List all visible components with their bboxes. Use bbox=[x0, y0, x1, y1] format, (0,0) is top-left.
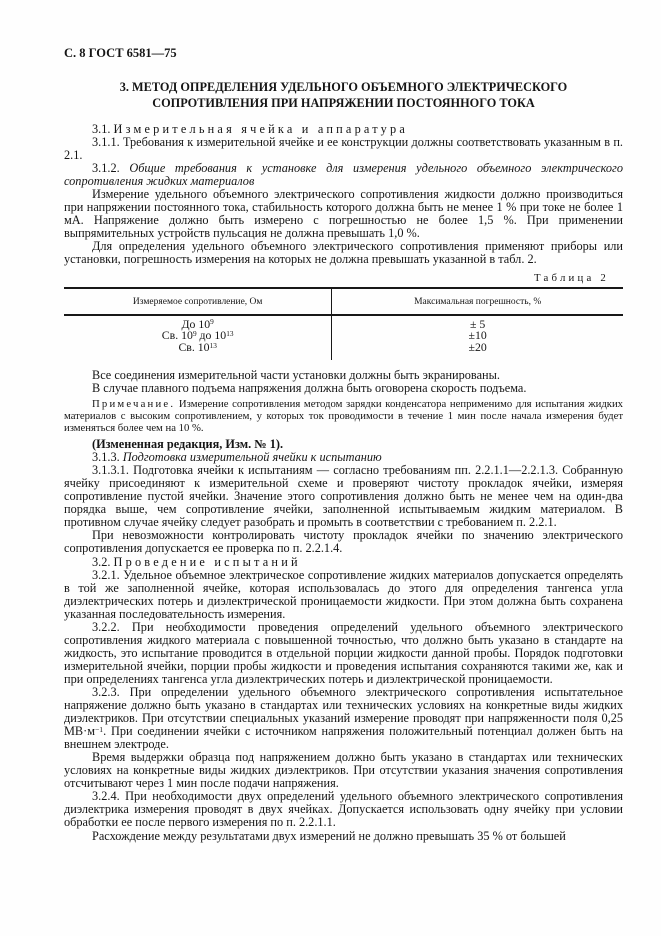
doc-title bbox=[64, 79, 623, 111]
table-cell: Св. $10^9$ до $10^{13}$ bbox=[161, 328, 234, 343]
table-2-body bbox=[64, 316, 623, 361]
page-header: С. 8 ГОСТ 6581—75 bbox=[64, 46, 177, 60]
paragraph-gasket-check: При невозможности контролировать чистоту прокладок ячейки по значению электрического сопротивления допускается ее проверка по п. 2.2.1.4. bbox=[64, 528, 623, 556]
table-2-header-row bbox=[64, 289, 623, 316]
note-label: Примечание. bbox=[92, 398, 176, 411]
paragraph-divergence: Расхождение между результатами двух измерений не должно превышать 35 % от большей bbox=[92, 828, 566, 843]
table-cell: Св. $10^{13}$ bbox=[178, 339, 217, 354]
paragraph-3-2-2: 3.2.2. При необходимости проведения определений удельного объемного электрического сопротивления жидкого материала с повышенной точностью, что должно быть указано в стандарте на жидкость, это испытание проводится в отдельной порции жидкости данной пробы. Порядок подготовки измерительной ячейки, порции пробы жидкости и проведения испытания сохраняются такими же, как и при определениях тангенса угла диэлектрических потерь и диэлектрической проницаемости. bbox=[64, 619, 623, 686]
section-title-text: Измерительная ячейка и аппаратура bbox=[113, 122, 409, 136]
paragraph-smooth-rise: В случае плавного подъема напряжения должна быть оговорена скорость подъема. bbox=[92, 381, 527, 396]
note-text: Измерение сопротивления методом зарядки конденсатора неприменимо для испытания жидких материалов с высоким сопротивлением, у которых ток проводимости в течение 1 мин после начала измерения будет изменяться более чем на 10 %. bbox=[64, 398, 624, 435]
paragraph-exposure-time: Время выдержки образца под напряжением должно быть указано в стандартах или технических условиях на конкретные виды жидких диэлектриков. При отсутствии указания значения сопротивления отсчитывают через 1 мин после подачи напряжения. bbox=[64, 750, 623, 791]
table-cell: До $10^9$ bbox=[181, 316, 214, 331]
table-2-column-error bbox=[332, 316, 623, 361]
paragraph-measurement: Измерение удельного объемного электрического сопротивления жидкости должно производиться при напряжении постоянного тока, стабильность которого должна быть не менее 1 % при токе не более 1 мА. Напряжение должно быть измерено с погрешностью не более 1,5 %. При применении выпрямительных устройств пульсация не должна превышать 1,0 %. bbox=[64, 187, 623, 241]
section-title-text: Проведение испытаний bbox=[113, 554, 301, 569]
section-number: 3.2. bbox=[92, 554, 111, 569]
document-body bbox=[64, 123, 623, 843]
doc-title-line-2: СОПРОТИВЛЕНИЯ ПРИ НАПРЯЖЕНИИ ПОСТОЯННОГО ТОКА bbox=[152, 96, 535, 110]
table-2-header-error: Максимальная погрешность, % bbox=[414, 296, 542, 307]
paragraph-3-1-1: 3.1.1. Требования к измерительной ячейке и ее конструкции должны соответствовать указанным в п. 2.1. bbox=[64, 135, 623, 163]
paragraph-shielding: Все соединения измерительной части установки должны быть экранированы. bbox=[92, 368, 500, 383]
paragraph-3-2-1: 3.2.1. Удельное объемное электрическое сопротивление жидких материалов допускается определять в той же заполненной ячейке, которая использовалась до этого для определения тангенса угла диэлектрических потерь и диэлектрической проницаемости жидкости. При этом должна быть сохранена указанная последовательность измерения. bbox=[64, 567, 623, 621]
table-2-label-text: Таблица 2 bbox=[534, 271, 609, 284]
section-heading-3-1-2 bbox=[64, 162, 623, 188]
paragraph-3-2-4: 3.2.4. При необходимости двух определений удельного объемного электрического сопротивления диэлектрика измерения проводят в двух ячейках. Допускается использовать одну ячейку при условии обработки ее после первого измерения по п. 2.2.1.1. bbox=[64, 789, 623, 830]
section-title-text: Общие требования к установке для измерения удельного объемного электрического сопротивления жидких материалов bbox=[64, 161, 624, 189]
section-number: 3.1.3. bbox=[92, 450, 120, 465]
paragraph-3-1-3-1: 3.1.3.1. Подготовка ячейки к испытаниям — согласно требованиям пп. 2.2.1.1—2.2.1.3. Собранную ячейку присоединяют к измерительной схеме и проверяют чистоту прокладок ячейки, измеряя сопротивление пустой ячейки. Значение этого сопротивления должно быть не менее чем на один-два порядка выше, чем сопротивление ячейки, заполненной испытываемым жидким материалом. В противном случае ячейку следует разобрать и промыть в соответствии с требованием п. 2.2.1. bbox=[64, 463, 623, 530]
section-title-text: Подготовка измерительной ячейки к испытанию bbox=[122, 450, 382, 465]
paragraph-3-2-3: 3.2.3. При определении удельного объемного электрического сопротивления испытательное напряжение должно быть указано в стандартах или технических условиях на конкретные виды жидких диэлектриков. При отсутствии специальных указаний измерение проводят при напряженности поля 0,25 $МВ\cdot м^{-1}$. При соединении ячейки с источником напряжения положительный потенциал должен быть на внешнем электроде. bbox=[64, 685, 623, 752]
table-cell: ± 5 bbox=[469, 316, 486, 331]
section-heading-3-2 bbox=[64, 556, 623, 569]
table-cell: ±20 bbox=[468, 339, 487, 354]
section-number: 3.1.2. bbox=[92, 161, 120, 176]
section-number: 3.1. bbox=[92, 122, 111, 136]
amendment-note: (Измененная редакция, Изм. № 1). bbox=[92, 437, 284, 452]
table-cell: ±10 bbox=[468, 328, 487, 343]
table-2-column-resistance bbox=[64, 316, 332, 361]
doc-title-line-1: 3. МЕТОД ОПРЕДЕЛЕНИЯ УДЕЛЬНОГО ОБЪЕМНОГО ЭЛЕКТРИЧЕСКОГО bbox=[119, 80, 568, 94]
table-2 bbox=[64, 287, 623, 361]
note-paragraph bbox=[64, 399, 623, 435]
paragraph-devices: Для определения удельного объемного электрического сопротивления применяют приборы или установки, погрешность измерения на которых не должна превышать указанной в табл. 2. bbox=[64, 239, 623, 267]
table-2-label bbox=[64, 272, 623, 284]
table-2-header-resistance: Измеряемое сопротивление, Ом bbox=[64, 289, 332, 314]
